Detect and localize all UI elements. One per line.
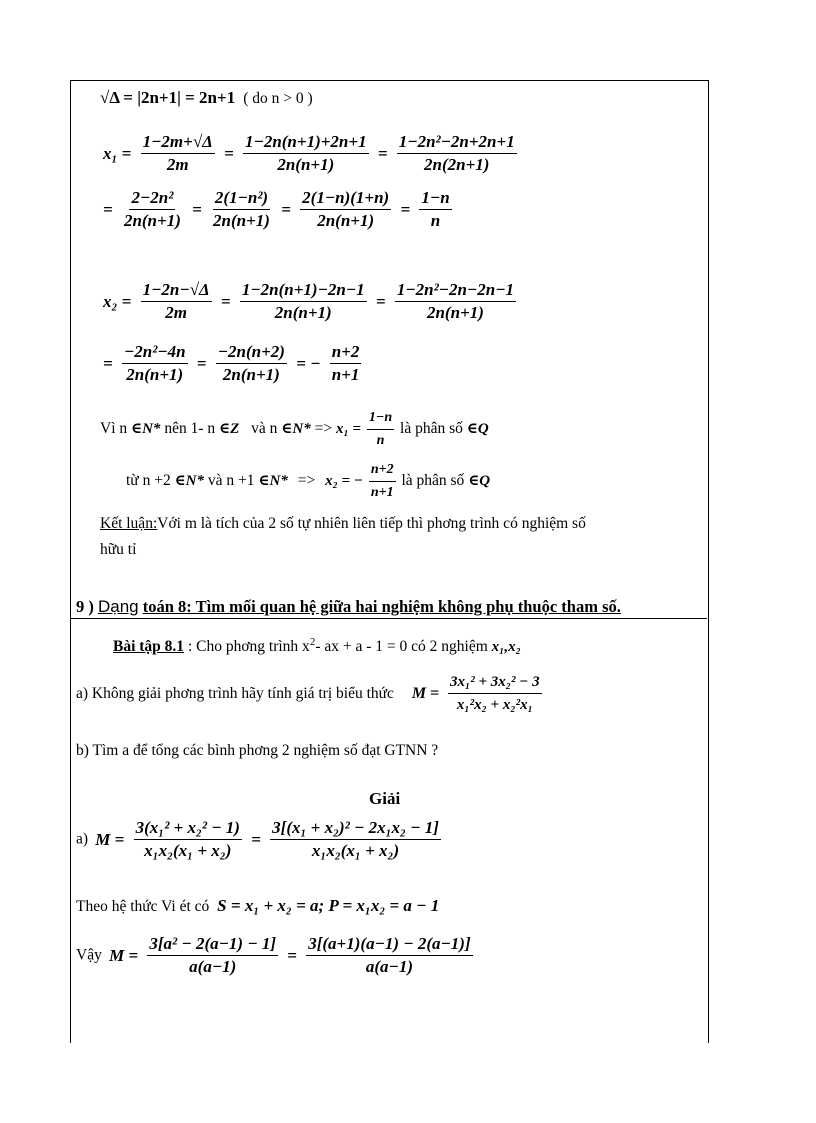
x2-continued: = $\frac{\text{−2n²−4n}}{2n(n+1)}$ = $\frac{-2n(n+2)}{2n(n+1)}$ = − $\frac{n+2}{n+1}$	[103, 342, 360, 384]
ket-luan-line2: hữu tỉ	[100, 541, 137, 558]
ket-luan	[100, 515, 586, 533]
x2-cont-fraction-2: $\frac{-2n(n+2)}{2n(n+1)}$	[217, 342, 285, 384]
section-9-heading: 9 ) Dạng toán 8: Tìm mối quan hệ giữa hai nghiệm không phụ thuộc tham số.	[76, 597, 621, 616]
x1-cont-fraction-3: $\frac{2(1-n)(1+n)}{2n(n+1)}$	[302, 188, 390, 230]
x2-cont-fraction-3: $\frac{n+2}{n+1}$	[331, 342, 360, 384]
x1-fraction-2: $\frac{1-2n(n+1)+2n+1}{2n(n+1)}$	[245, 132, 367, 174]
section-divider	[70, 618, 707, 619]
solution-a: a) M = $\frac{\text{3(x₁² + x₂² − 1)}}{\text{x₁x₂(x₁ + x₂)}}$ = $\frac{\text{3[(x₁ + x₂)² − 2x₁x₂ − 1]}}{\text{x₁x₂(x₁ + x₂)}}$	[76, 818, 439, 860]
x2-fraction-2: $\frac{1-2n(n+1)-2n-1}{2n(n+1)}$	[241, 280, 365, 322]
vay-line: Vậy M = $\frac{\text{3[a² − 2(a−1) − 1]}}{a(a-1)}$ = $\frac{3[(a+1)(a-1) - 2(a-1)]}{a(a-1)}$	[76, 934, 471, 976]
solution-a-fraction-2: $\frac{\text{3[(x₁ + x₂)² − 2x₁x₂ − 1]}}{\text{x₁x₂(x₁ + x₂)}}$	[272, 818, 439, 860]
bai-tap-line: Bài tập 8.1 : Cho phơng trình $x^2-$ ax + a - 1 = 0 có 2 nghiệm x₁,x₂	[113, 636, 521, 656]
part-a-fraction: $\frac{\text{3x₁² + 3x₂² − 3}}{\text{x₁²x₂ + x₂²x₁}}$	[450, 674, 540, 713]
x2-cont-fraction-1: $\frac{\text{−2n²−4n}}{2n(n+1)}$	[123, 342, 186, 384]
x1-equation: x₁ = $\frac{1-2m+√\Delta}{2m}$ = $\frac{1-2n(n+1)+2n+1}{2n(n+1)}$ = $\frac{\text{1−2n²−2n+2n+1}}{2n(2n+1)}$	[103, 132, 515, 174]
x1-fraction-3: $\frac{\text{1−2n²−2n+2n+1}}{2n(2n+1)}$	[398, 132, 515, 174]
x2-equation: x₂ = $\frac{1-2n-√\Delta}{2m}$ = $\frac{1-2n(n+1)-2n-1}{2n(n+1)}$ = $\frac{\text{1−2n²−2n−2n−1}}{2n(n+1)}$	[103, 280, 514, 322]
x2-fraction-1: $\frac{1-2n-√\Delta}{2m}$	[142, 280, 210, 322]
giai-heading: Giải	[369, 789, 401, 808]
x2-label: x₂ =	[103, 291, 132, 311]
solution-a-fraction-1: $\frac{\text{3(x₁² + x₂² − 1)}}{\text{x₁x₂(x₁ + x₂)}}$	[135, 818, 240, 860]
ket-luan-text: Với m là tích của 2 số tự nhiên liên tiếp thì phơng trình có nghiệm số	[157, 515, 586, 532]
tu-line: từ n +2 ∈N* và n +1 ∈N* => x₂ = − $\frac{n+2}{n+1}$ là phân số ∈Q	[126, 460, 490, 503]
x1-cont-fraction-2: $\frac{\text{2(1−n²)}}{2n(n+1)}$	[213, 188, 270, 230]
delta-line	[100, 88, 313, 108]
x1-label: x₁ =	[103, 143, 132, 163]
x1-cont-fraction-4: $\frac{1-n}{n}$	[421, 188, 450, 230]
vi-fraction: $\frac{1-n}{n}$	[368, 410, 393, 448]
part-b: b) Tìm a để tổng các bình phơng 2 nghiệm số đạt GTNN ?	[76, 742, 439, 759]
x1-cont-fraction-1: $\frac{\text{2−2n²}}{2n(n+1)}$	[123, 188, 181, 230]
tu-fraction: $\frac{n+2}{n+1}$	[370, 462, 394, 500]
delta-note: ( do n > 0 )	[243, 90, 313, 107]
viet-line: Theo hệ thức Vi ét có S = x₁ + x₂ = a; P = x₁x₂ = a − 1	[76, 896, 440, 915]
vay-fraction-2: $\frac{3[(a+1)(a-1) - 2(a-1)]}{a(a-1)}$	[308, 934, 471, 976]
x2-fraction-3: $\frac{\text{1−2n²−2n−2n−1}}{2n(n+1)}$	[396, 280, 514, 322]
delta-expr: √Δ = |2n+1| = 2n+1	[100, 88, 236, 107]
x1-fraction-1: $\frac{1-2m+√\Delta}{2m}$	[142, 132, 213, 174]
part-a: a) Không giải phơng trình hãy tính giá trị biểu thức M = $\frac{\text{3x₁² + 3x₂² − 3}}{\text{x₁²x₂ + x₂²x₁}}$	[76, 674, 540, 713]
ket-luan-label: Kết luận:	[100, 515, 158, 532]
vi-line: Vì n ∈N* nên 1- n ∈Z và n ∈N* => x₁ = $\frac{1-n}{n}$ là phân số ∈Q	[100, 408, 489, 451]
vay-fraction-1: $\frac{\text{3[a² − 2(a−1) − 1]}}{a(a-1)}$	[149, 934, 277, 976]
x1-continued: = $\frac{\text{2−2n²}}{2n(n+1)}$ = $\frac{\text{2(1−n²)}}{2n(n+1)}$ = $\frac{2(1-n)(1+n)}{2n(n+1)}$ = $\frac{1-n}{n}$	[103, 188, 450, 230]
bai-tap-label: Bài tập 8.1	[113, 638, 185, 656]
